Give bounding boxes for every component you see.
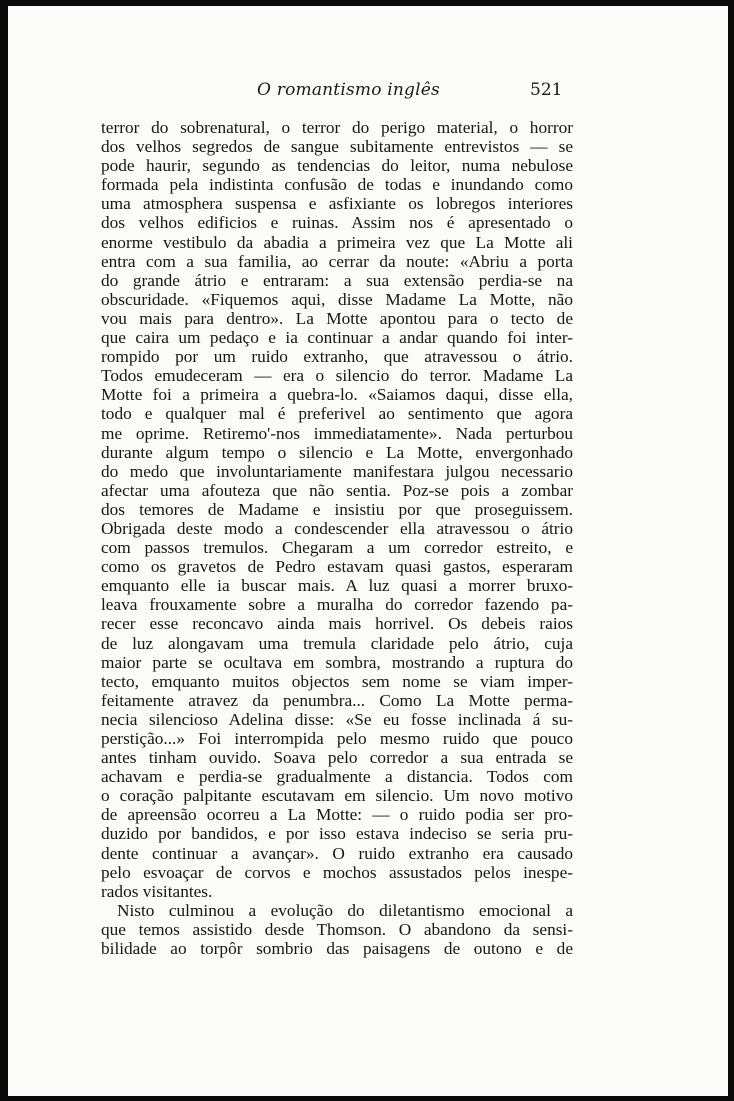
text-line: antes tinham ouvido. Soava pelo corredor a sua entrada se: [101, 748, 573, 768]
text-line: formada pela indistinta confusão de todas e inundando como: [101, 175, 573, 195]
text-line: afectar uma afouteza que não sentia. Poz-se pois a zombar: [101, 480, 573, 500]
text-line: rompido por um ruido extranho, que atravessou o átrio.: [101, 347, 573, 367]
running-head: [0, 80, 734, 102]
running-title: O romantismo inglês: [257, 80, 440, 100]
text-line: durante algum tempo o silencio e La Motte, envergonhado: [101, 442, 573, 462]
text-line: com passos tremulos. Chegaram a um corredor estreito, e: [101, 538, 573, 558]
text-line: Motte foi a primeira a quebra-lo. «Saiamos daqui, disse ella,: [101, 385, 573, 405]
text-line: emquanto elle ia buscar mais. A luz quasi a morrer bruxo-: [101, 576, 573, 596]
text-line: entra com a sua familia, ao cerrar da noute: «Abriu a porta: [101, 251, 573, 271]
text-line: dente continuar a avançar». O ruido extranho era causado: [101, 843, 573, 863]
scan-border-top: [0, 0, 734, 6]
text-line: todo e qualquer mal é preferivel ao sentimento que agora: [101, 404, 573, 424]
text-line: que caira um pedaço e ia continuar a andar quando foi inter-: [101, 328, 573, 348]
text-line: Obrigada deste modo a condescender ella atravessou o átrio: [101, 518, 573, 538]
text-line: feitamente atravez da penumbra... Como La Motte perma-: [101, 690, 573, 710]
text-line: Todos emudeceram — era o silencio do terror. Madame La: [101, 366, 573, 386]
text-line: pelo esvoaçar de corvos e mochos assustados pelos inespe-: [101, 862, 573, 882]
scan-border-right: [728, 0, 734, 1101]
text-line: maior parte se ocultava em sombra, mostrando a ruptura do: [101, 652, 573, 672]
text-line: do grande átrio e entraram: a sua extensão perdia-se na: [101, 270, 573, 290]
text-line: me oprime. Retiremo'-nos immediatamente». Nada perturbou: [101, 423, 573, 443]
text-line: necia silencioso Adelina disse: «Se eu fosse inclinada á su-: [101, 709, 573, 729]
text-line: terror do sobrenatural, o terror do perigo material, o horror: [101, 118, 573, 137]
scan-border-bottom: [0, 1096, 734, 1101]
text-line: rados visitantes.: [101, 881, 213, 901]
body-text: [101, 118, 573, 958]
text-line: duzido por bandidos, e por isso estava indeciso se seria pru-: [101, 824, 573, 844]
text-line: dos temores de Madame e insistiu por que proseguissem.: [101, 499, 573, 519]
text-line: recer esse reconcavo ainda mais horrivel. Os debeis raios: [101, 614, 573, 634]
text-line: tecto, emquanto muitos objectos sem nome se viam imper-: [101, 671, 573, 691]
text-line: dos velhos edificios e ruinas. Assim nos é apresentado o: [101, 213, 573, 233]
text-line: de apreensão ocorreu a La Motte: — o ruido podia ser pro-: [101, 805, 573, 825]
text-line: como os gravetos de Pedro estavam quasi gastos, esperaram: [101, 557, 573, 577]
text-line: perstição...» Foi interrompida pelo mesmo ruido que pouco: [101, 729, 573, 748]
text-line: bilidade ao torpôr sombrio das paisagens de outono e de: [101, 939, 573, 959]
text-line: dos velhos segredos de sangue subitamente entrevistos — se: [101, 137, 573, 157]
scan-border-left: [0, 0, 8, 1101]
text-line: leava frouxamente sobre a muralha do corredor fazendo pa-: [101, 595, 573, 615]
text-line: uma atmosphera suspensa e asfixiante os lobregos interiores: [101, 194, 573, 214]
text-line: de luz alongavam uma tremula claridade pelo átrio, cuja: [101, 633, 573, 653]
text-line: obscuridade. «Fiquemos aqui, disse Madame La Motte, não: [101, 289, 573, 309]
text-line: enorme vestibulo da abadia a primeira vez que La Motte ali: [101, 232, 573, 252]
text-line: pode haurir, segundo as tendencias do leitor, numa nebulose: [101, 156, 573, 176]
text-line: o coração palpitante escutavam em silencio. Um novo motivo: [101, 786, 573, 806]
page-number: 521: [530, 80, 563, 100]
text-line: que temos assistido desde Thomson. O abandono da sensi-: [101, 919, 573, 939]
text-line: do medo que involuntariamente manifestara julgou necessario: [101, 461, 573, 481]
text-line: vou mais para dentro». La Motte apontou para o tecto de: [101, 308, 573, 328]
text-line: achavam e perdia-se gradualmente a distancia. Todos com: [101, 767, 573, 787]
paragraph-first-line: Nisto culminou a evolução do diletantismo emocional a: [117, 900, 573, 920]
